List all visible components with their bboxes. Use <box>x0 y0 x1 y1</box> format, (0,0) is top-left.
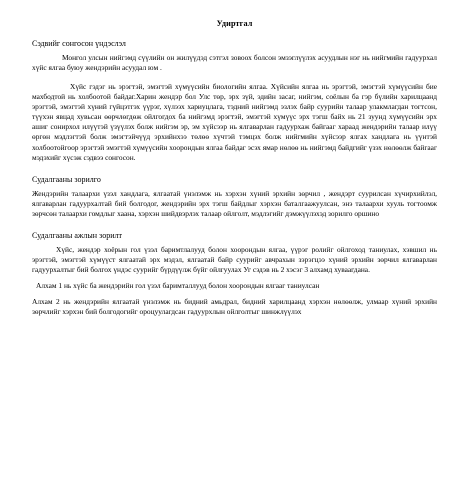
paragraph-objectives: Хүйс, жендэр хоёрын гол үзэл баримтлалууд болон хоорондын ялгаа, үүрэг ролийг ойлгоход таниулах, хэвшил нь эрэгтэй, эмэгтэй хүмүүст ялгаатай эрх мэдэл, ялгаатай байр суурийг авчрахын зэрэгцээ хүний эрхийн зөрчил ялгаварлан гадуурхалтыг бий болгох үндэс суурийг бүрдүүлж бүйг ойлгуулах Уг сэдэв нь 2 хэсэг 3 алхамд хуваагдана. <box>32 244 437 274</box>
section-heading-objectives: Судалгааны ажлын зорилт <box>32 230 122 240</box>
paragraph-intro: Монгол улсын нийгэмд сүүлийн он жилүүдэд сэтгэл зовоох болсон эмзэглүүлэх асуудлын нэг нь нийгмийн гадуурхал хүйс ялгаа буюу жендэрийн асуудал юм . <box>32 53 437 73</box>
section-heading-rationale: Сэдвийг сонгосон үндэслэл <box>32 39 126 49</box>
spacer <box>32 73 437 82</box>
paragraph-purpose: Жендэрийн талаархи үзэл хандлага, ялгаатай үнэлэмж нь хэрхэн хүний эрхийн зөрчил , жендэрт суурилсан хүчирхийлэл, ялгаварлан гадуурхалтай бий болгодог, жендэрийн эрх тэгш байдлыг хэрхэн баталгаажуулсан, энэ талаархи хууль тогтоомж зөрчсөн талаархи гомдлыг хаана, хэрхэн шийдвэрлэх талаар ойлголт, мэдлэгийг дэмжүүлэхэд зорилго оршино <box>32 188 437 218</box>
document-title: Удиртгал <box>216 19 253 28</box>
spacer <box>32 219 437 231</box>
spacer <box>32 163 437 175</box>
step-item-1: Алхам 1 нь хүйс ба жендэрийн гол үзэл баримталлууд болон хоорондын ялгааг таниулсан <box>36 280 320 290</box>
section-heading-purpose: Судалгааны зорилго <box>32 174 101 184</box>
paragraph-gender-definition: Хүйс гэдэг нь эрэгтэй, эмэгтэй хүмүүсийн биологийн ялгаа. Хүйсийн ялгаа нь эрэгтэй, эмэгтэй хүмүүсийн бие махбодтой нь холбоотой байдаг.Харин жендэр бол Улс төр, эрх зүй, эдийн засаг, нийгэм, соёлын ба гэр бүлийн харилцаанд эрэгтэй, эмэгтэй хүний гүйцэтгэх үүрэг, хүлээх хариуцлага, тэдний нийгэмд эзлэх байр суурийн талаар улакмлагдан тогтсон, түүхэн явцад хувьсан өөрчлөгдөж ойлгогдох ба нийгэмд эрэгтэй, эмэгтэй хүмүүс эрх тэгш байх нь 21 зуунд хүмүүсийн эрх ашиг сонирхол илүүтэй үзүүлэх болж нийгэм эр, эм хүйсээр нь ялгаварлан гадуурхаж байгааг хараад жендэрийн талаар илүү өргөн мэдлэгтэй болж эмэгтэйчүүд эрхийнхээ төлөө хүчтэй тэмцэх болж нийгмийн хүйсээр ялгах хандлага нь үүнтэй холбоотойгоор эрэгтэй эмэгтэй хүмүүсийн хоорондын ялгаа байдаг эсэх ямар нөлөө нь нийгэмд байдгийг үзэх нөлөөлж байгааг мэдэхийг хүсэж сэдвээ сонгосон. <box>32 82 437 162</box>
step-item-2: Алхам 2 нь жендэрийн ялгаатай үнэлэмж нь бидний амьдрал, бидний харилцаанд хэрхэн нөлөөлж, улмаар хүний эрхийн зөрчлийг хэрхэн бий болгодогийг ороцуулагдсан гадуурхлын ойлголтыг шинжлүүлэх <box>32 296 437 316</box>
